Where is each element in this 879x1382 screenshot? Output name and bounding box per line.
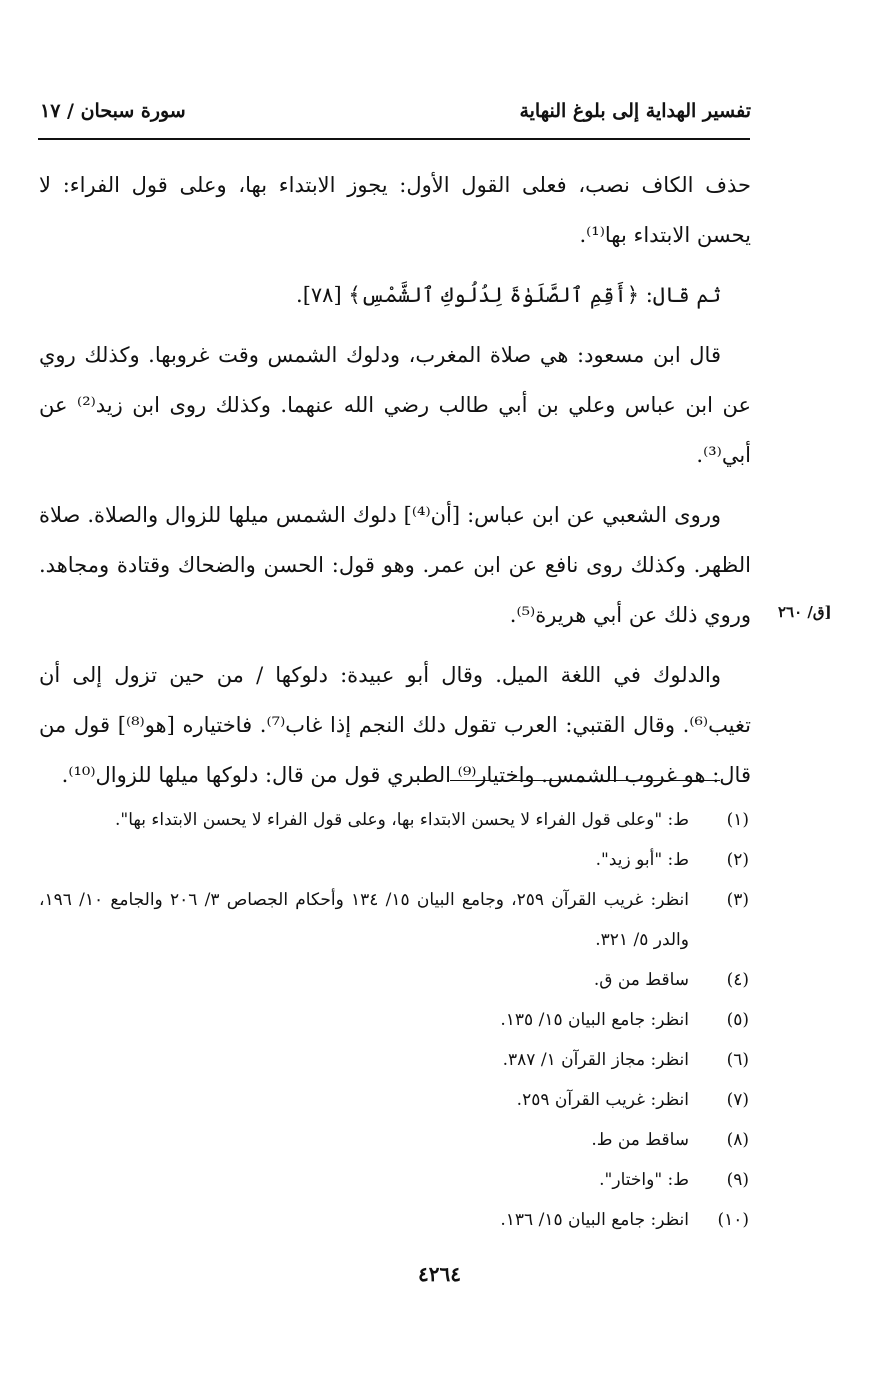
running-header-surah: سورة سبحان / ١٧ [40, 100, 186, 122]
footnote-text: ساقط من ق. [593, 970, 689, 990]
footnote-item [39, 1120, 749, 1160]
footnote-item [39, 1040, 749, 1080]
header-divider [38, 138, 750, 140]
footnotes [39, 800, 749, 1240]
footnote-item [39, 880, 749, 960]
footnote-item [39, 1080, 749, 1120]
footnote-item [39, 1000, 749, 1040]
footnote-number: (٣) [726, 890, 749, 910]
manuscript-margin-note: [ق/ ٢٦٠ [778, 603, 832, 621]
page-number: ٤٢٦٤ [418, 1262, 461, 1286]
footnote-text: ط: "وعلى قول الفراء لا يحسن الابتداء بها، وعلى قول الفراء لا يحسن الابتداء بها". [115, 810, 689, 830]
footnote-number: (٦) [726, 1050, 749, 1070]
footnote-item [39, 800, 749, 840]
footnote-divider [450, 780, 720, 781]
footnote-number: (٤) [726, 970, 749, 990]
paragraph: وروى الشعبي عن ابن عباس: [أن⁽⁴⁾] دلوك الشمس ميلها للزوال والصلاة. صلاة الظهر. وكذلك روى نافع عن ابن عمر. وهو قول: الحسن والضحاك وقتادة ومجاهد. وروي ذلك عن أبي هريرة⁽⁵⁾. [39, 503, 751, 627]
footnote-text: ط: "واختار". [599, 1170, 689, 1190]
footnote-number: (١) [726, 810, 749, 830]
footnote-item [39, 1200, 749, 1240]
footnote-number: (٥) [726, 1010, 749, 1030]
footnote-item [39, 960, 749, 1000]
footnote-number: (٧) [726, 1090, 749, 1110]
footnote-text: ساقط من ط. [591, 1130, 689, 1150]
paragraph: قال ابن مسعود: هي صلاة المغرب، ودلوك الشمس وقت غروبها. وكذلك روي عن ابن عباس وعلي بن أبي طالب رضي الله عنهما. وكذلك روى ابن زيد⁽²⁾ عن أبي⁽³⁾. [39, 343, 751, 467]
paragraph: والدلوك في اللغة الميل. وقال أبو عبيدة: دلوكها / من حين تزول إلى أن تغيب⁽⁶⁾. وقال القتبي: العرب تقول دلك النجم إذا غاب⁽⁷⁾. فاختياره [هو⁽⁸⁾] قول من قال: هو غروب الشمس. واختيار⁽⁹⁾ الطبري قول من قال: دلوكها ميلها للزوال⁽¹⁰⁾. [39, 663, 751, 787]
footnote-text: انظر: غريب القرآن ٢٥٩. [516, 1090, 689, 1110]
footnote-text: انظر: غريب القرآن ٢٥٩، وجامع البيان ١٥/ ١٣٤ وأحكام الجصاص ٣/ ٢٠٦ والجامع ١٠/ ١٩٦، والدر ٥/ ٣٢١. [39, 890, 689, 950]
running-header-title: تفسير الهداية إلى بلوغ النهاية [519, 100, 751, 122]
footnote-text: ط: "أبو زيد". [595, 850, 689, 870]
footnote-item [39, 840, 749, 880]
footnote-text: انظر: جامع البيان ١٥/ ١٣٥. [500, 1010, 689, 1030]
footnote-number: (٢) [726, 850, 749, 870]
main-text [39, 160, 751, 810]
paragraph: حذف الكاف نصب، فعلى القول الأول: يجوز الابتداء بها، وعلى قول الفراء: لا يحسن الابتداء بها⁽¹⁾. [39, 173, 751, 247]
footnote-number: (٨) [726, 1130, 749, 1150]
footnote-text: انظر: مجاز القرآن ١/ ٣٨٧. [502, 1050, 689, 1070]
footnote-item [39, 1160, 749, 1200]
footnote-number: (٩) [726, 1170, 749, 1190]
paragraph: ثم قال: ﴿أَقِمِ ٱلصَّلَوٰةَ لِدُلُوكِ ٱلشَّمْسِ﴾ [٧٨]. [296, 283, 721, 307]
footnote-number: (١٠) [717, 1210, 749, 1230]
footnote-text: انظر: جامع البيان ١٥/ ١٣٦. [500, 1210, 689, 1230]
